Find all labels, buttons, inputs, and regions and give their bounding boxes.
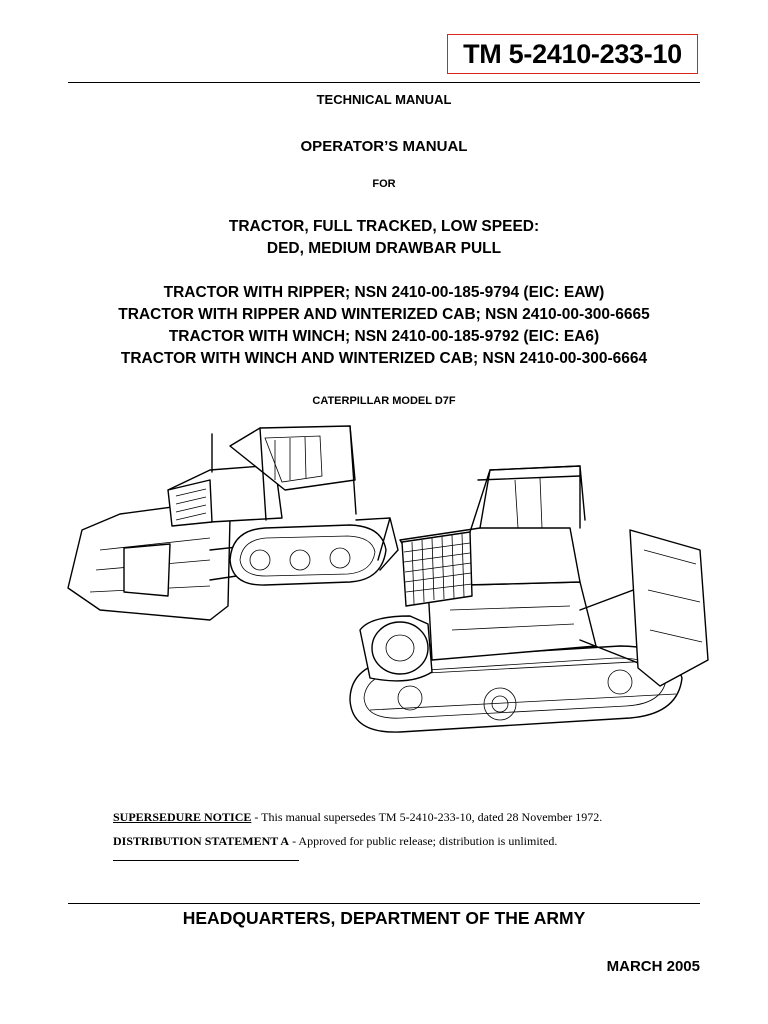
- variant-ripper: TRACTOR WITH RIPPER; NSN 2410-00-185-9794 (EIC: EAW): [163, 284, 605, 301]
- ripper-tractor-drawing: [68, 426, 398, 620]
- bottom-rule: [68, 903, 700, 904]
- supersedure-notice: [113, 810, 602, 825]
- distribution-label: DISTRIBUTION STATEMENT A: [113, 834, 290, 848]
- headquarters-label: HEADQUARTERS, DEPARTMENT OF THE ARMY: [182, 908, 586, 928]
- variant-winch-winterized: TRACTOR WITH WINCH AND WINTERIZED CAB; NSN 2410-00-300-6664: [120, 350, 648, 367]
- technical-manual-label: TECHNICAL MANUAL: [316, 92, 452, 107]
- variant-winch: TRACTOR WITH WINCH; NSN 2410-00-185-9792 (EIC: EA6): [168, 328, 600, 345]
- supersedure-label: SUPERSEDURE NOTICE: [113, 810, 252, 824]
- top-rule: [68, 82, 700, 83]
- tm-number: TM 5-2410-233-10: [463, 39, 682, 69]
- winch-tractor-drawing: [350, 466, 708, 732]
- publication-date: MARCH 2005: [606, 958, 700, 975]
- tractor-illustration: [60, 410, 710, 770]
- supersedure-text: - This manual supersedes TM 5-2410-233-10, dated 28 November 1972.: [251, 810, 603, 824]
- title-line-1: TRACTOR, FULL TRACKED, LOW SPEED:: [228, 218, 540, 235]
- for-label: FOR: [372, 178, 396, 190]
- operators-manual-heading: OPERATOR’S MANUAL: [300, 138, 468, 155]
- distribution-statement: [113, 834, 557, 849]
- variant-ripper-winterized: TRACTOR WITH RIPPER AND WINTERIZED CAB; NSN 2410-00-300-6665: [118, 306, 650, 323]
- distribution-text: - Approved for public release; distribution is unlimited.: [289, 834, 558, 848]
- tm-number-box: [447, 34, 698, 74]
- notice-rule: [113, 860, 299, 861]
- model-label: CATERPILLAR MODEL D7F: [312, 395, 456, 407]
- title-line-2: DED, MEDIUM DRAWBAR PULL: [266, 240, 502, 257]
